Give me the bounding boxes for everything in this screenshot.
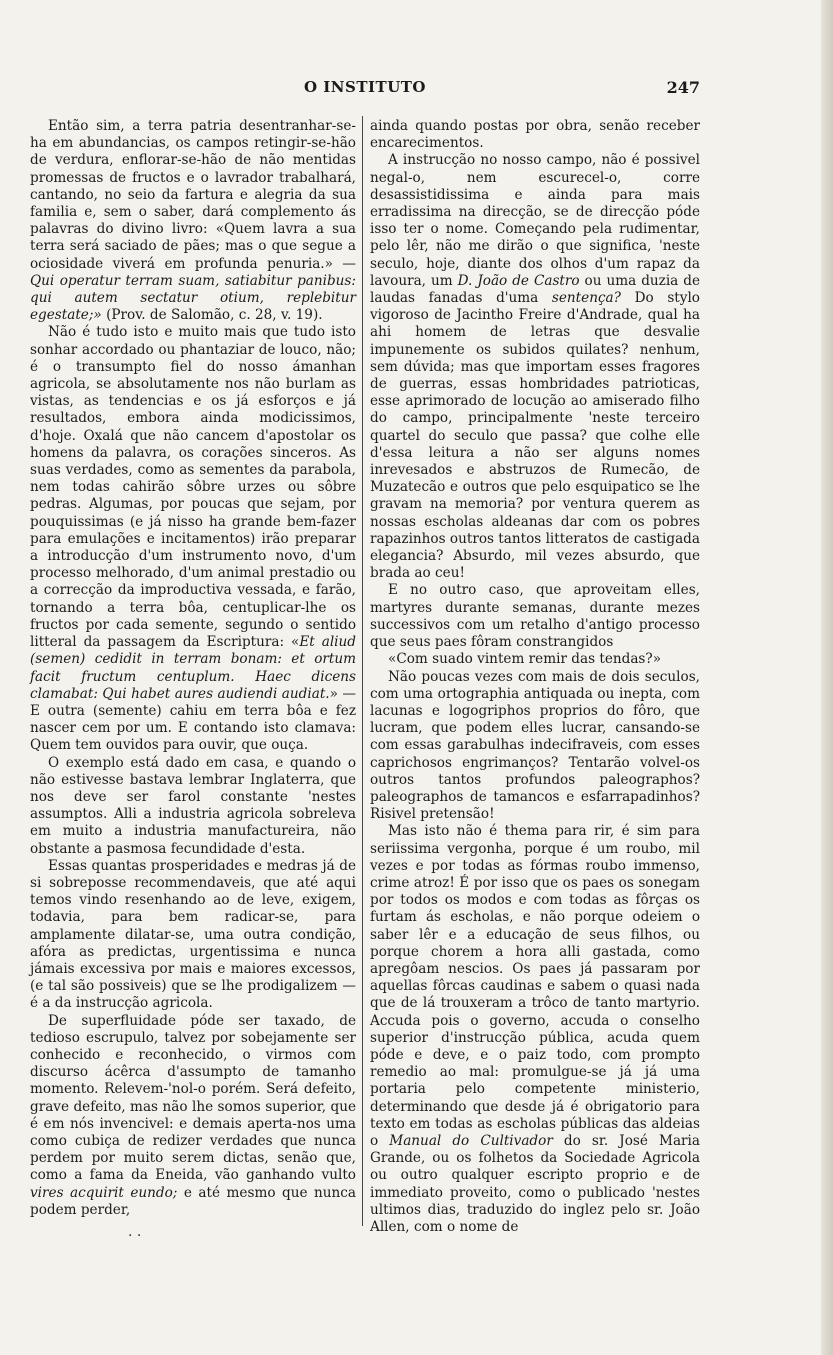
- paragraph: [370, 582, 700, 651]
- italic-text: Qui operatur terram suam, satiabitur panibus: qui autem sectatur otium, replebitur egestate;»: [30, 272, 356, 324]
- text-run: «Com suado vintem remir das tendas?»: [388, 651, 662, 668]
- text-run: De superfluidade póde ser taxado, de tedioso escrupulo, talvez por sobejamente ser conhecido e reconhecido, o virmos com discurso ácêrca d'assumpto de tamanho momento. Relevem-'nol-o porém. Será defeito, grave defeito, mas não lhe somos superior, que é em nós invencivel: e demais aperta-nos uma como cubiça de redizer verdades que nunca perdem por muito serem dictas, senão que, como a fama da Eneida, vão ganhando vulto: [30, 1012, 356, 1184]
- page-number: 247: [666, 78, 700, 97]
- paragraph: [370, 669, 700, 824]
- text-run: » — E outra (semente) cahiu em terra bôa e fez nascer cem por um. E contando isto clamava: Quem tem ouvidos para ouvir, que ouça.: [30, 685, 357, 754]
- page-edge-shadow: [821, 0, 833, 1355]
- paragraph: [30, 324, 356, 754]
- text-run: ou uma duzia de laudas fanadas d'uma: [370, 272, 700, 307]
- paragraph: [30, 858, 356, 1013]
- left-column: [30, 118, 356, 1219]
- text-run: (Prov. de Salomão, c. 28, v. 19).: [101, 307, 323, 324]
- journal-title: O INSTITUTO: [304, 78, 426, 96]
- paragraph: [30, 755, 356, 858]
- text-run: Do stylo vigoroso de Jacintho Freire d'Andrade, qual ha ahi homem de letras que desvalie impunemente os subidos quilates? nenhum, sem dúvida; mas que importam esses fragores de guerras, essas hombridades patrioticas, esse aprimorado de locução ao amiserado filho do campo, principalmente 'neste terceiro quartel do seculo que passa? que colhe elle d'essa leitura a não ser alguns nomes inrevesados e abstruzos de Rumecão, de Muzatecão e outros que pelo esquipatico se lhe gravam na memoria? por ventura querem as nossas escholas aldeanas dar com os pobres rapazinhos outros tantos litteratos de castigada elegancia? Absurdo, mil vezes absurdo, que brada ao ceu!: [370, 290, 700, 582]
- paragraph: [30, 118, 356, 324]
- column-divider: [362, 116, 363, 1226]
- italic-text: vires acquirit eundo;: [30, 1184, 178, 1201]
- right-column: [370, 118, 700, 1236]
- text-run: Então sim, a terra patria desentranhar-se-ha em abundancias, os campos retingir-se-hão de verdura, enflorar-se-hão de não mentidas promessas de fructos e o lavrador trabalhará, cantando, no seio da fartura e alegria da sua familia e, sem o saber, dará complemento ás palavras do divino livro: «Quem lavra a sua terra será saciado de pães; mas o que segue a ociosidade viverá em profunda penuria.» —: [30, 118, 356, 272]
- running-header: [30, 78, 700, 102]
- text-run: O exemplo está dado em casa, e quando o não estivesse bastava lembrar Inglaterra, que nos deve ser farol constante 'nestes assumptos. Alli a industria agricola sobreleva em muito a industria manufactureira, não obstante a pasmosa fecundidade d'esta.: [30, 754, 356, 857]
- text-run: e até mesmo que nunca podem perder,: [30, 1184, 356, 1218]
- text-run: Não poucas vezes com mais de dois seculos, com uma ortographia antiquada ou inepta, com lacunas e logogriphos proprios do fôro, que lucram, que podem elles lucrar, cansando-se com essas garabulhas indecifraveis, com esses caprichosos engrimanços? Tentarão volvel-os outros tantos profundos paleographos? paleographos de tamancos e esfarrapadinhos? Risivel pretensão!: [370, 668, 700, 823]
- italic-text: sentença?: [551, 290, 621, 307]
- text-run: Não é tudo isto e muito mais que tudo isto sonhar accordado ou phantaziar de louco, não; é o transumpto fiel do nosso ámanhan agricola, se absolutamente nos não burlam as vistas, as tendencias e os já esforços e já resultados, embora ainda modicissimos, d'hoje. Oxalá que não cancem d'apostolar os homens da palavra, os corações sinceros. As suas verdades, como as sementes da parabola, nem todas cahirão sôbre urzes ou sôbre pedras. Algumas, por poucas que sejam, por pouquissimas (e já nisso ha grande bem-fazer para emulações e incitamentos) irão preparar a introducção d'um instrumento novo, d'um processo melhorado, d'um animal prestadio ou a correcção da improductiva vessada, e farão, tornando a terra bôa, centuplicar-lhe os fructos por cada semente, segundo o sentido litteral da passagem da Escriptura: «: [30, 324, 356, 651]
- paragraph: [30, 1013, 356, 1219]
- footer-marks: . .: [128, 1224, 142, 1240]
- paragraph: [370, 651, 700, 668]
- italic-text: Manual do Cultivador: [389, 1132, 553, 1149]
- italic-text: Et aliud (semen) cedidit in terram bonam: et ortum facit fructum centuplum. Haec dicens clamabat: Qui habet aures audiendi audiat.: [30, 634, 356, 702]
- paragraph: [370, 152, 700, 582]
- text-run: Essas quantas prosperidades e medras já de si sobreposse recommendaveis, que até aqui temos vindo resenhando ao de leve, exigem, todavia, para bem radicar-se, para amplamente dilatar-se, uma outra condição, afóra as predictas, urgentissima e nunca jámais excessiva por mais e maiores excessos, (e tal são possiveis) que se lhe prodigalizem — é a da instrucção agricola.: [30, 857, 356, 1012]
- paragraph: [370, 118, 700, 152]
- text-run: Mas isto não é thema para rir, é sim para seriissima vergonha, porque é um roubo, mil vezes e por todas as fórmas roubo immenso, crime atroz! É por isso que os paes os sonegam por todos os modos e com todas as fôrças os furtam ás escholas, e não porque odeiem o saber lêr e a educação de seus filhos, ou porque chorem a hora alli gastada, como apregôam nescios. Os paes já passaram por aquellas fôrcas caudinas e sabem o quasi nada que de lá trouxeram a trôco de tanto martyrio. Accuda pois o governo, accuda o conselho superior d'instrucção pública, acuda quem póde e deve, e o paiz todo, com prompto remedio ao mal: promulgue-se já já uma portaria pelo competente ministerio, determinando que desde já é obrigatorio para texto em todas as escholas públicas das aldeias o: [370, 823, 700, 1149]
- text-run: do sr. José Maria Grande, ou os folhetos da Sociedade Agricola ou outro qualquer escripto proprio e de immediato proveito, como o publicado 'nestes ultimos dias, traduzido do inglez pelo sr. João Allen, com o nome de: [370, 1132, 700, 1235]
- italic-text: D. João de Castro: [457, 272, 580, 289]
- text-run: ainda quando postas por obra, senão receber encarecimentos.: [370, 118, 700, 152]
- text-run: E no outro caso, que aproveitam elles, martyres durante semanas, durante mezes successivos com um retalho d'antigo processo que seus paes fôram constrangidos: [370, 582, 700, 651]
- paragraph: [370, 823, 700, 1236]
- text-run: A instrucção no nosso campo, não é possivel negal-o, nem escurecel-o, corre desassistidissima e ainda para mais erradissima na direcção, se de direcção póde isso ter o nome. Começando pela rudimentar, pelo lêr, não me dirão o que significa, 'neste seculo, hoje, diante dos olhos d'um rapaz da lavoura, um: [370, 152, 700, 289]
